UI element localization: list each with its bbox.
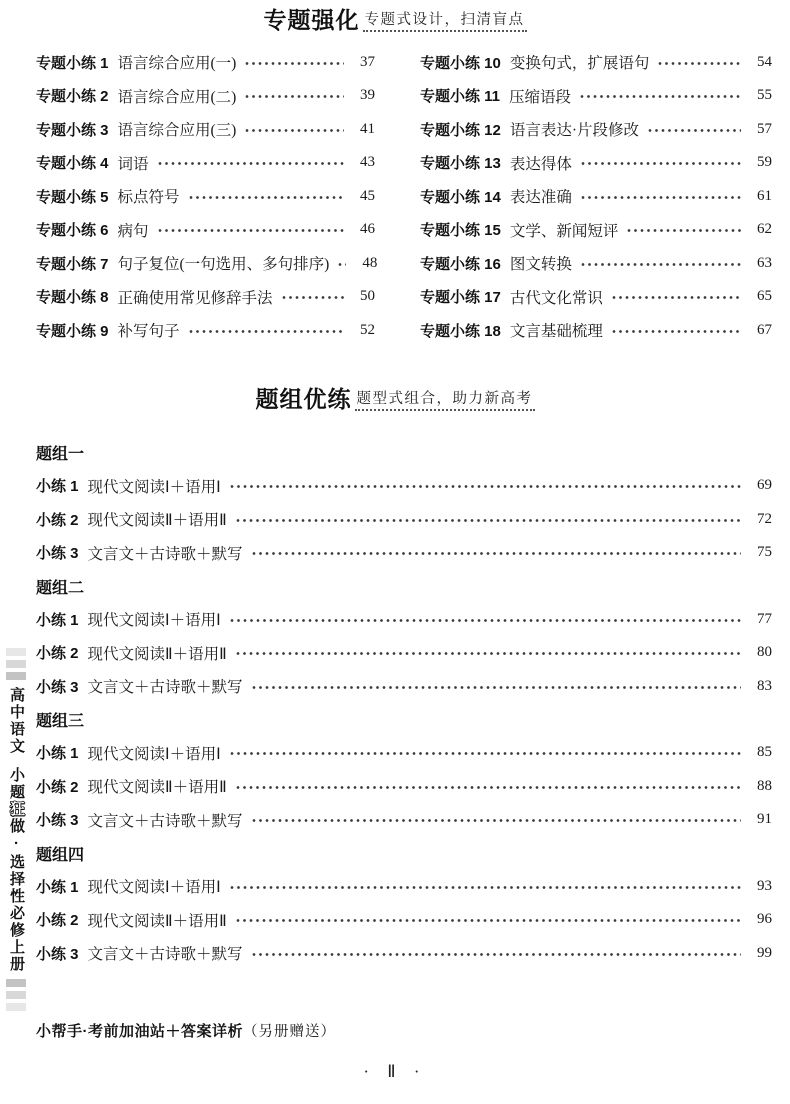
dot-leader — [648, 128, 741, 133]
entry-page-number: 65 — [757, 288, 772, 305]
dot-leader — [581, 161, 741, 166]
page-number: · Ⅱ · — [363, 1062, 427, 1081]
dot-leader — [236, 918, 741, 923]
entry-title: 病句 — [117, 222, 149, 240]
entry-page-number: 52 — [360, 321, 375, 338]
entry-title: 语言综合应用(三) — [117, 122, 237, 140]
strengthen-section-header — [0, 0, 790, 33]
dot-leader — [282, 295, 344, 300]
dot-leader — [230, 618, 741, 623]
entry-page-number: 99 — [757, 944, 772, 961]
footer-note-main: 小帮手·考前加油站＋答案详析 — [36, 1023, 243, 1040]
toc-entry — [36, 803, 772, 837]
dot-leader — [158, 228, 344, 233]
entry-label: 小练 1 — [36, 745, 79, 763]
strengthen-title: 专题强化 — [263, 7, 360, 33]
entry-title: 语言表达·片段修改 — [509, 122, 640, 140]
book-title-vertical — [5, 687, 27, 973]
strengthen-toc — [0, 45, 790, 347]
spine-decoration-bar — [6, 660, 26, 668]
dot-leader — [245, 128, 344, 133]
toc-entry — [36, 112, 375, 146]
toc-entry — [420, 179, 772, 213]
entry-title: 文言文＋古诗歌＋默写 — [87, 545, 243, 563]
entry-label: 专题小练 18 — [420, 322, 501, 340]
entry-label: 专题小练 1 — [36, 54, 109, 72]
entry-title: 表达准确 — [509, 189, 572, 207]
spine-decoration-bar — [6, 979, 26, 987]
quiz-group-4 — [36, 837, 772, 971]
entry-page-number: 45 — [360, 187, 375, 204]
toc-entry — [36, 870, 772, 904]
entry-title: 表达得体 — [509, 155, 572, 173]
entry-title: 标点符号 — [117, 189, 180, 207]
entry-page-number: 77 — [757, 610, 772, 627]
quiz-group-1 — [36, 436, 772, 570]
strengthen-left-column — [36, 45, 378, 347]
toc-entry — [36, 670, 772, 704]
dot-leader — [658, 61, 741, 66]
toc-entry — [36, 179, 375, 213]
entry-page-number: 83 — [757, 677, 772, 694]
dot-leader — [252, 818, 741, 823]
strengthen-right-column — [420, 45, 772, 347]
dot-leader — [158, 161, 344, 166]
toc-entry — [420, 45, 772, 79]
entry-page-number: 43 — [360, 154, 375, 171]
entry-page-number: 63 — [757, 254, 772, 271]
entry-label: 小练 2 — [36, 912, 79, 930]
dot-leader — [230, 484, 741, 489]
entry-title: 文言文＋古诗歌＋默写 — [87, 679, 243, 697]
quiz-group-2 — [36, 570, 772, 704]
entry-title: 文学、新闻短评 — [509, 222, 619, 240]
entry-page-number: 96 — [757, 911, 772, 928]
toc-entry — [420, 280, 772, 314]
entry-title: 变换句式，扩展语句 — [509, 55, 650, 73]
entry-title: 现代文阅读Ⅱ＋语用Ⅱ — [87, 912, 227, 930]
entry-title: 现代文阅读Ⅰ＋语用Ⅰ — [87, 612, 221, 630]
dot-leader — [236, 785, 741, 790]
toc-entry — [420, 79, 772, 113]
toc-entry — [36, 937, 772, 971]
toc-entry — [420, 112, 772, 146]
entry-title: 补写句子 — [117, 323, 180, 341]
entry-title: 句子复位(一句选用、多句排序) — [117, 256, 330, 274]
entry-label: 小练 3 — [36, 812, 79, 830]
dot-leader — [581, 262, 741, 267]
footer-note — [36, 1020, 336, 1041]
dot-leader — [236, 518, 741, 523]
entry-page-number: 67 — [757, 321, 772, 338]
group-entries — [36, 469, 772, 570]
entry-label: 小练 1 — [36, 878, 79, 896]
entry-page-number: 37 — [360, 53, 375, 70]
entry-label: 小练 2 — [36, 778, 79, 796]
group-entries — [36, 603, 772, 704]
toc-entry — [36, 45, 375, 79]
book-series-suffix: 做·选择性必修上册 — [8, 818, 25, 973]
toc-entry — [36, 146, 375, 180]
entry-title: 现代文阅读Ⅰ＋语用Ⅰ — [87, 745, 221, 763]
dot-leader — [236, 651, 741, 656]
quiz-group-3 — [36, 703, 772, 837]
entry-title: 现代文阅读Ⅱ＋语用Ⅱ — [87, 645, 227, 663]
entry-page-number: 54 — [757, 53, 772, 70]
entry-title: 压缩语段 — [509, 88, 572, 106]
entry-title: 古代文化常识 — [509, 289, 603, 307]
spine-decoration-bar — [6, 672, 26, 680]
entry-label: 专题小练 3 — [36, 121, 109, 139]
entry-page-number: 41 — [360, 120, 375, 137]
toc-entry — [36, 536, 772, 570]
book-spine-sidebar — [3, 646, 29, 1013]
entry-page-number: 46 — [360, 221, 375, 238]
entry-label: 专题小练 11 — [420, 88, 501, 106]
group-title: 题组二 — [36, 579, 85, 597]
toc-entry — [36, 280, 375, 314]
toc-entry — [420, 146, 772, 180]
entry-label: 专题小练 5 — [36, 188, 109, 206]
dot-leader — [338, 262, 346, 267]
entry-title: 语言综合应用(二) — [117, 88, 237, 106]
entry-page-number: 80 — [757, 644, 772, 661]
entry-label: 小练 1 — [36, 478, 79, 496]
dot-leader — [245, 61, 344, 66]
entry-label: 专题小练 8 — [36, 289, 109, 307]
entry-title: 文言基础梳理 — [509, 323, 603, 341]
entry-label: 专题小练 15 — [420, 222, 501, 240]
entry-page-number: 48 — [362, 254, 378, 271]
toc-entry — [36, 503, 772, 537]
dot-leader — [612, 329, 741, 334]
spine-decoration-bar — [6, 1003, 26, 1011]
entry-page-number: 75 — [757, 544, 772, 561]
entry-title: 现代文阅读Ⅱ＋语用Ⅱ — [87, 512, 227, 530]
group-title: 题组一 — [36, 446, 85, 464]
entry-label: 专题小练 9 — [36, 322, 109, 340]
book-subject: 高中语文 — [8, 687, 25, 755]
entry-label: 专题小练 12 — [420, 121, 501, 139]
entry-label: 专题小练 7 — [36, 255, 109, 273]
toc-entry — [36, 636, 772, 670]
entry-page-number: 39 — [360, 87, 375, 104]
dot-leader — [252, 551, 741, 556]
dot-leader — [230, 751, 741, 756]
spine-decoration-bar — [6, 991, 26, 999]
strengthen-subtitle: 专题式设计，扫清盲点 — [363, 12, 527, 32]
entry-label: 专题小练 10 — [420, 54, 501, 72]
entry-page-number: 61 — [757, 187, 772, 204]
toc-entry — [420, 313, 772, 347]
quiz-title: 题组优练 — [255, 385, 352, 412]
dot-leader — [252, 685, 741, 690]
entry-label: 专题小练 14 — [420, 188, 501, 206]
toc-entry — [420, 213, 772, 247]
toc-entry — [36, 469, 772, 503]
toc-entry — [420, 246, 772, 280]
entry-label: 小练 3 — [36, 945, 79, 963]
entry-label: 专题小练 16 — [420, 255, 501, 273]
book-series-stylized-char: 狂 — [8, 801, 25, 818]
entry-title: 现代文阅读Ⅰ＋语用Ⅰ — [87, 478, 221, 496]
toc-entry — [36, 603, 772, 637]
entry-title: 语言综合应用(一) — [117, 55, 237, 73]
entry-title: 现代文阅读Ⅱ＋语用Ⅱ — [87, 779, 227, 797]
entry-label: 专题小练 2 — [36, 88, 109, 106]
entry-page-number: 88 — [757, 777, 772, 794]
group-title: 题组四 — [36, 846, 85, 864]
dot-leader — [580, 94, 741, 99]
quiz-subtitle: 题型式组合，助力新高考 — [355, 391, 535, 411]
book-series-prefix: 小题 — [8, 767, 25, 801]
entry-label: 专题小练 13 — [420, 155, 501, 173]
entry-label: 专题小练 17 — [420, 289, 501, 307]
toc-entry — [36, 736, 772, 770]
toc-entry — [36, 213, 375, 247]
toc-entry — [36, 770, 772, 804]
entry-label: 小练 3 — [36, 678, 79, 696]
group-entries — [36, 736, 772, 837]
entry-title: 图文转换 — [509, 256, 572, 274]
entry-page-number: 85 — [757, 744, 772, 761]
entry-page-number: 57 — [757, 120, 772, 137]
entry-page-number: 50 — [360, 288, 375, 305]
entry-label: 小练 3 — [36, 545, 79, 563]
toc-entry — [36, 246, 378, 280]
entry-title: 文言文＋古诗歌＋默写 — [87, 812, 243, 830]
quiz-groups-section — [0, 436, 790, 970]
entry-page-number: 91 — [757, 811, 772, 828]
entry-page-number: 62 — [757, 221, 772, 238]
dot-leader — [245, 94, 344, 99]
entry-page-number: 72 — [757, 510, 772, 527]
dot-leader — [627, 228, 741, 233]
entry-label: 小练 2 — [36, 645, 79, 663]
entry-label: 专题小练 6 — [36, 222, 109, 240]
entry-label: 小练 2 — [36, 511, 79, 529]
dot-leader — [189, 329, 344, 334]
entry-page-number: 59 — [757, 154, 772, 171]
group-entries — [36, 870, 772, 971]
dot-leader — [612, 295, 741, 300]
dot-leader — [189, 195, 344, 200]
entry-label: 专题小练 4 — [36, 155, 109, 173]
toc-entry — [36, 903, 772, 937]
dot-leader — [230, 885, 741, 890]
entry-label: 小练 1 — [36, 611, 79, 629]
group-title: 题组三 — [36, 713, 85, 731]
toc-entry — [36, 313, 375, 347]
entry-page-number: 93 — [757, 877, 772, 894]
entry-title: 文言文＋古诗歌＋默写 — [87, 946, 243, 964]
spine-decoration-bar — [6, 648, 26, 656]
entry-title: 正确使用常见修辞手法 — [117, 289, 273, 307]
entry-page-number: 55 — [757, 87, 772, 104]
dot-leader — [252, 952, 741, 957]
entry-title: 现代文阅读Ⅰ＋语用Ⅰ — [87, 879, 221, 897]
entry-title: 词语 — [117, 155, 149, 173]
entry-page-number: 69 — [757, 477, 772, 494]
toc-entry — [36, 79, 375, 113]
footer-note-paren: （另册赠送） — [243, 1024, 336, 1040]
dot-leader — [581, 195, 741, 200]
quiz-section-header — [0, 387, 790, 412]
